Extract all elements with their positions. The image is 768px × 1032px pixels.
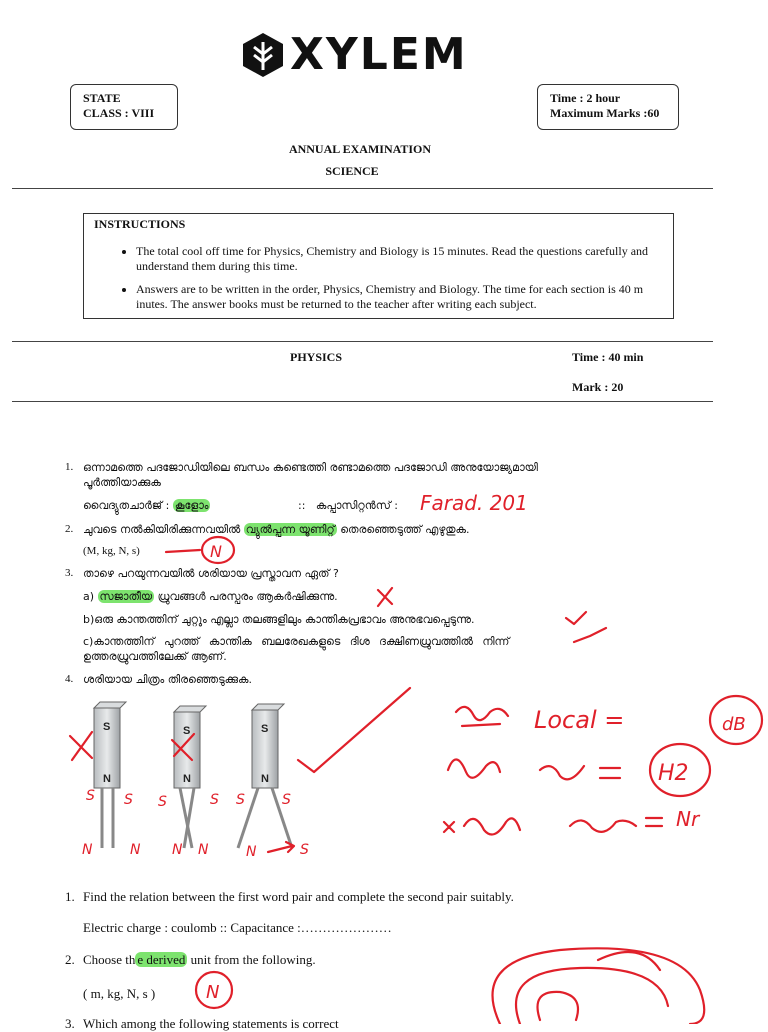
pin-pole-label: S (86, 788, 95, 804)
divider (12, 401, 713, 402)
highlighted-term: വ്യുൽപ്പന്ന യൂണിറ്റ് (245, 523, 335, 536)
word-pair (298, 499, 398, 513)
magnet-pole-label: S (103, 721, 111, 733)
question-text: Find the relation between the first word pair and complete the second pair suitably. (83, 889, 514, 904)
instruction-item: • The total cool off time for Physics, Chemistry and Biology is 15 minutes. Read the questions carefully and understand them during this time. (136, 244, 673, 274)
question-text: ശരിയായ ചിത്രം തിരഞ്ഞെടുക്കുക. (83, 673, 252, 686)
question-number: 2. (65, 523, 74, 535)
word-pair (83, 499, 210, 513)
pin-pole-label: S (210, 792, 219, 808)
question-options: (M, kg, N, s) (83, 545, 140, 557)
handwritten-answer: N (206, 982, 220, 1003)
answer-circle (710, 696, 762, 744)
handwritten-note: dB (722, 714, 746, 735)
question-number: 2. (65, 952, 75, 967)
handwritten-scribble (598, 952, 660, 970)
divider (12, 188, 713, 189)
option-c: c)കാന്തത്തിന് പുറത്ത് കാന്തിക ബലരേഖകളുടെ ദിശ ദക്ഷിണധ്രുവത്തിൽ നിന്ന് (83, 635, 510, 648)
handwritten-answer: Farad. 201 (420, 491, 528, 515)
handwritten-scribble (444, 818, 662, 835)
state-label: STATE (83, 91, 121, 105)
question-text (83, 523, 470, 537)
option-b: b)ഒരു കാന്തത്തിന് ചുറ്റും എല്ലാ തലങ്ങളിലും കാന്തികപ്രഭാവം അനുഭവപ്പെടുന്നു. (83, 613, 475, 626)
arrow-mark (166, 550, 200, 552)
question-text-part: Choose th (83, 952, 136, 967)
pin-pole-label: N (130, 842, 141, 858)
answer-circle (650, 744, 710, 796)
time-label: Time : 2 hour (550, 91, 621, 105)
tick-mark (566, 612, 586, 624)
cross-mark (378, 588, 392, 606)
instructions-title: INSTRUCTIONS (94, 217, 186, 231)
answer-circle (196, 972, 232, 1008)
pin-pole-label: S (158, 794, 167, 810)
question-options: ( m, kg, N, s ) (83, 986, 156, 1001)
exam-title: ANNUAL EXAMINATION (288, 142, 432, 156)
handwritten-note: Local = (534, 706, 625, 734)
question-text: പൂർത്തിയാക്കുക (83, 476, 161, 489)
question-text-part: ചുവടെ നൽകിയിരിക്കുന്നവയിൽ (83, 523, 241, 536)
magnet-pole-label: N (103, 773, 111, 785)
word-pair: Electric charge : coulomb :: Capacitance :………………… (83, 920, 392, 935)
pin-pole-label: S (282, 792, 291, 808)
time-marks-box (537, 84, 679, 130)
pair-term: കപ്പാസിറ്റൻസ് : (315, 499, 398, 512)
handwritten-scribble (493, 948, 705, 1024)
magnet-pole-label: N (183, 773, 191, 785)
pair-term: വൈദ്യുതചാർജ് : (83, 499, 170, 512)
pin-pole-label: S (124, 792, 133, 808)
pin-pole-label: S (300, 842, 309, 858)
question-number: 1. (65, 461, 74, 473)
handwritten-scribble (456, 707, 508, 726)
pin-pole-label: N (82, 842, 93, 858)
option-label: a) (83, 590, 95, 603)
instructions-list (84, 244, 673, 312)
question-text: ഒന്നാമത്തെ പദജോഡിയിലെ ബന്ധം കണ്ടെത്തി രണ്ടാമത്തെ പദജോഡി അനുയോജ്യമായി (83, 461, 538, 474)
section-mark: Mark : 20 (572, 380, 624, 394)
handwritten-note: Nr (676, 807, 700, 831)
handwritten-scribble (516, 968, 668, 1024)
class-label: CLASS : VIII (83, 106, 155, 120)
question-text: Which among the following statements is correct (83, 1016, 339, 1031)
pair-separator: :: (298, 499, 306, 512)
question-number: 3. (65, 1016, 75, 1031)
pin-pole-label: N (198, 842, 209, 858)
highlighted-term: e derived (137, 952, 186, 967)
question-text: താഴെ പറയുന്നവയിൽ ശരിയായ പ്രസ്താവന ഏത് ? (83, 567, 339, 580)
instruction-item: • Answers are to be written in the order, Physics, Chemistry and Biology. The time for each section is 40 m inutes. The answer books must be returned to the teacher after writing each subject. (136, 282, 673, 312)
section-name: PHYSICS (290, 350, 343, 364)
pin-pole-label: N (246, 844, 257, 860)
magnets-figure (80, 700, 320, 870)
option-text: ധ്രുവങ്ങൾ പരസ്പരം ആകർഷിക്കുന്നു. (157, 590, 338, 603)
question-number: 1. (65, 889, 75, 904)
class-info-box (70, 84, 178, 130)
handwritten-scribble (538, 992, 579, 1020)
instructions-box (83, 213, 674, 319)
handwritten-note: H2 (658, 761, 689, 786)
divider (12, 341, 713, 342)
highlighted-term: സജാതീയ (99, 590, 153, 603)
handwritten-scribble (448, 759, 620, 779)
tick-mark (574, 628, 606, 642)
pin-pole-label: N (172, 842, 183, 858)
subject-title: SCIENCE (325, 164, 379, 178)
question-text (83, 952, 316, 968)
section-time: Time : 40 min (572, 350, 644, 364)
option-a (83, 590, 338, 604)
magnet-pole-label: S (261, 723, 269, 735)
question-text-part: unit from the following. (187, 952, 316, 967)
question-number: 3. (65, 567, 74, 579)
magnet-pole-label: N (261, 773, 269, 785)
answer-circle (202, 537, 234, 563)
magnet-pole-label: S (183, 725, 191, 737)
brand-logo (240, 30, 470, 80)
highlighted-term: കൂളോം (174, 499, 209, 512)
option-c-cont: ഉത്തരധ്രുവത്തിലേക്ക് ആണ്. (83, 650, 227, 663)
pin-pole-label: S (236, 792, 245, 808)
max-marks-label: Maximum Marks :60 (550, 106, 660, 120)
leaf-seal-icon (240, 32, 286, 78)
question-number: 4. (65, 673, 74, 685)
handwritten-answer: N (210, 542, 222, 561)
question-text-part: തെരഞ്ഞെടുത്ത് എഴുതുക. (340, 523, 470, 536)
brand-name: XYLEM (290, 29, 468, 80)
